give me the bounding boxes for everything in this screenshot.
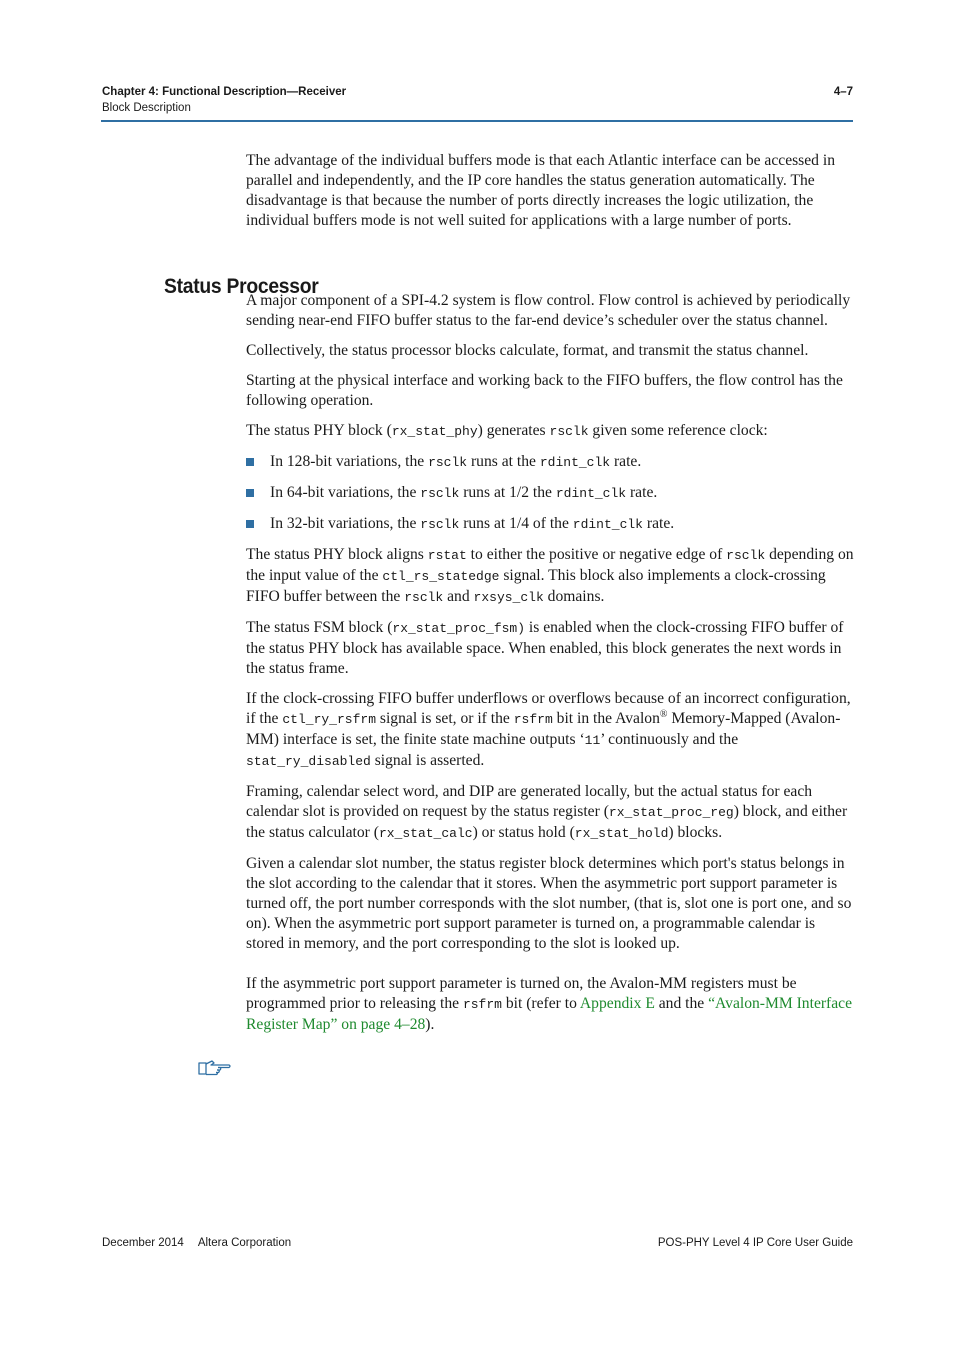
list-item: In 64-bit variations, the rsclk runs at 1/2 the rdint_clk rate. (246, 483, 854, 504)
paragraph-status-fsm: The status FSM block (rx_stat_proc_fsm) is enabled when the clock-crossing FIFO buffer of the status PHY block has available space. When enabled, this block generates the next words in the status frame. (246, 619, 844, 677)
section-heading: Status Processor (164, 275, 319, 298)
paragraph-status-phy: The status PHY block (rx_stat_phy) generates rsclk given some reference clock: (246, 422, 768, 439)
paragraph-collectively: Collectively, the status processor blocks calculate, format, and transmit the status channel. (246, 342, 809, 359)
section-name: Block Description (102, 102, 191, 114)
footer-date: December 2014 (102, 1237, 184, 1249)
appendix-e-link[interactable]: Appendix E (579, 995, 655, 1012)
code-rsclk: rsclk (549, 424, 589, 439)
paragraph-phy-aligns: The status PHY block aligns rstat to either the positive or negative edge of rsclk depending on the input value of the ctl_rs_statedge signal. This block also implements a clock-crossing FIFO buffer between the rsclk and rxsys_clk domains. (246, 546, 854, 605)
chapter-title: Chapter 4: Functional Description—Receiver (102, 86, 347, 98)
code-rx-stat-phy: rx_stat_phy (391, 424, 478, 439)
paragraph-flow-control: A major component of a SPI-4.2 system is flow control. Flow control is achieved by periodically sending near-end FIFO buffer status to the far-end device’s scheduler over the status channel. (246, 292, 851, 329)
page-number: 4–7 (833, 86, 853, 98)
paragraph-calendar-slot: Given a calendar slot number, the status register block determines which port's status belongs in the slot according to the calendar that it stores. When the asymmetric port support parameter is turned off, the port number corresponds with the slot number, (that is, slot one is port one, and so on). When the asymmetric port support parameter is turned on, a programmable calendar is stored in memory, and the port corresponding to the slot is looked up. (246, 855, 852, 952)
variation-list (246, 452, 854, 535)
paragraph-underflow: If the clock-crossing FIFO buffer underflows or overflows because of an incorrect configuration, if the ctl_ry_rsfrm signal is set, or if the rsfrm bit in the Avalon® Memory-Mapped (Avalon-MM) interface is set, the finite state machine outputs ‘11’ continuously and the stat_ry_disabled signal is asserted. (246, 690, 851, 769)
page-header (102, 84, 853, 116)
bullet-square-icon (246, 520, 254, 528)
bullet-square-icon (246, 489, 254, 497)
page-footer (102, 1235, 853, 1251)
intro-paragraph: The advantage of the individual buffers mode is that each Atlantic interface can be accessed in parallel and independently, and the IP core handles the status generation automatically. The disadvantage is that because the number of ports directly increases the logic utilization, the individual buffers mode is not well suited for applications with a large number of ports. (246, 152, 835, 229)
register-map-link[interactable]: “Avalon-MM Interface Register Map” on page 4–28 (246, 995, 853, 1033)
pointing-hand-icon (198, 1058, 232, 1076)
footer-guide-title: POS-PHY Level 4 IP Core User Guide (657, 1237, 853, 1249)
header-rule (101, 120, 853, 122)
paragraph-framing: Framing, calendar select word, and DIP are generated locally, but the actual status for each calendar slot is provided on request by the status register (rx_stat_proc_reg) block, and either the status calculator (rx_stat_calc) or status hold (rx_stat_hold) blocks. (246, 783, 848, 841)
note-paragraph: If the asymmetric port support parameter is turned on, the Avalon-MM registers must be programmed prior to releasing the rsfrm bit (refer to Appendix E and the “Avalon-MM Interface Register Map” on page 4–28). (246, 975, 853, 1033)
paragraph-operation: Starting at the physical interface and working back to the FIFO buffers, the flow control has the following operation. (246, 372, 843, 409)
footer-company: Altera Corporation (197, 1237, 292, 1249)
body-text (246, 151, 854, 1045)
bullet-square-icon (246, 458, 254, 466)
list-item: In 128-bit variations, the rsclk runs at the rdint_clk rate. (246, 452, 854, 473)
list-item: In 32-bit variations, the rsclk runs at 1/4 of the rdint_clk rate. (246, 514, 854, 535)
